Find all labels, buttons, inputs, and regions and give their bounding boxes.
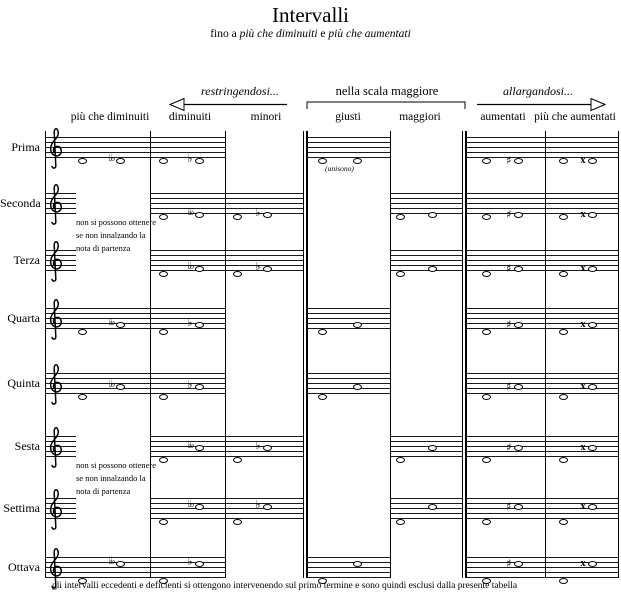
staff-line — [390, 203, 462, 204]
accidental-b-icon: ♭ — [255, 260, 261, 273]
staff-line — [150, 498, 303, 499]
staff-line — [466, 260, 619, 261]
staff-line — [45, 137, 226, 138]
staff-line — [45, 152, 226, 153]
staff-line — [466, 250, 619, 251]
cannot-obtain-annotation-2 — [76, 459, 186, 498]
accidental-x-icon: x — [580, 501, 586, 512]
staff-line — [466, 572, 619, 573]
whole-note — [159, 519, 168, 525]
whole-note — [588, 266, 597, 272]
staff-line — [390, 436, 462, 437]
accidental-#-icon: ♯ — [506, 440, 512, 454]
whole-note — [588, 445, 597, 451]
staff-line — [466, 318, 619, 319]
annotation-line: nota di partenza — [76, 486, 131, 496]
whole-note — [482, 271, 491, 277]
whole-note — [78, 394, 87, 400]
accidental-bb-icon: ♭♭ — [187, 206, 193, 218]
staff-line — [307, 562, 391, 563]
staff-line — [466, 441, 619, 442]
staff-line — [390, 451, 462, 452]
staff-line — [45, 373, 226, 374]
staff-line — [390, 208, 462, 209]
staff-line — [45, 572, 226, 573]
whole-note — [233, 271, 242, 277]
staff-line — [307, 383, 391, 384]
accidental-bb-icon: ♭♭ — [108, 555, 114, 567]
accidental-#-icon: ♯ — [506, 500, 512, 513]
staff-line — [466, 498, 619, 499]
accidental-#-icon: ♯ — [506, 262, 512, 275]
whole-note — [514, 266, 523, 272]
staff-line — [390, 503, 462, 504]
staff-line — [307, 572, 391, 573]
narrowing-arrow — [170, 99, 287, 111]
whole-note — [559, 394, 568, 400]
staff-line — [45, 393, 226, 394]
page-title: Intervalli — [272, 3, 349, 27]
staff-line — [466, 203, 619, 204]
accidental-x-icon: x — [580, 155, 586, 166]
staff-line — [390, 498, 462, 499]
major-scale-label: nella scala maggiore — [335, 84, 439, 98]
whole-note — [195, 504, 204, 510]
staff-line — [390, 508, 462, 509]
staff-line — [466, 255, 619, 256]
staff-line — [466, 137, 619, 138]
accidental-x-icon: x — [580, 318, 586, 330]
widening-arrow — [477, 99, 605, 111]
staff-line — [466, 308, 619, 309]
subtitle-middle: e — [317, 28, 329, 40]
accidental-#-icon: ♯ — [506, 317, 512, 331]
narrowing-label: restringendosi... — [201, 84, 279, 98]
whole-note — [233, 214, 242, 220]
whole-note — [195, 561, 204, 567]
accidental-#-icon: ♯ — [506, 556, 512, 570]
whole-note — [353, 322, 362, 328]
whole-note — [428, 266, 437, 272]
staff-line — [45, 378, 226, 379]
staff-line — [390, 513, 462, 514]
staff-line — [150, 441, 303, 442]
header-arrows-graphic — [0, 0, 621, 120]
region-double-bar-thin-1 — [303, 131, 304, 578]
staff-line — [307, 323, 391, 324]
whole-note — [116, 322, 125, 328]
accidental-bb-icon: ♭♭ — [187, 439, 193, 451]
whole-note — [116, 384, 125, 390]
whole-note — [514, 322, 523, 328]
whole-note — [396, 271, 405, 277]
staff-line — [307, 388, 391, 389]
staff-line — [466, 198, 619, 199]
whole-note — [588, 504, 597, 510]
whole-note — [482, 457, 491, 463]
accidental-#-icon: ♯ — [506, 154, 512, 167]
staff-line — [150, 456, 303, 457]
row-label-terza: Terza — [13, 253, 40, 267]
whole-note — [559, 271, 568, 277]
annotation-line: non si possono ottenere — [76, 217, 157, 227]
whole-note — [78, 158, 87, 164]
accidental-bb-icon: ♭♭ — [108, 153, 114, 164]
cannot-obtain-annotation-1 — [76, 216, 186, 255]
staff-line — [307, 313, 391, 314]
staff-line — [150, 265, 303, 266]
staff-line — [150, 260, 303, 261]
staff-line — [466, 567, 619, 568]
staff-line — [390, 446, 462, 447]
whole-note — [482, 519, 491, 525]
staff-line — [150, 518, 303, 519]
whole-note — [159, 158, 168, 164]
column-label-6: aumentati — [480, 111, 526, 123]
treble-clef-icon — [47, 424, 63, 468]
accidental-b-icon: ♭ — [187, 315, 193, 329]
whole-note — [428, 212, 437, 218]
whole-note — [116, 561, 125, 567]
whole-note — [353, 561, 362, 567]
row-label-sesta: Sesta — [14, 439, 40, 453]
whole-note — [195, 158, 204, 164]
staff-line — [466, 373, 619, 374]
whole-note — [233, 519, 242, 525]
staff-line — [45, 142, 226, 143]
treble-clef-icon — [47, 361, 63, 405]
whole-note — [159, 329, 168, 335]
treble-clef-icon — [47, 125, 63, 169]
accidental-bb-icon: ♭♭ — [108, 316, 114, 328]
whole-note — [318, 394, 327, 400]
staff-line — [466, 436, 619, 437]
whole-note — [514, 561, 523, 567]
whole-note — [195, 384, 204, 390]
staff-line — [307, 567, 391, 568]
accidental-x-icon: x — [580, 441, 586, 453]
staff-line — [150, 255, 303, 256]
staff-line — [466, 147, 619, 148]
staff-line — [45, 313, 226, 314]
whole-note — [159, 394, 168, 400]
annotation-line: non si possono ottenere — [76, 460, 157, 470]
staff-line — [307, 557, 391, 558]
whole-note — [559, 457, 568, 463]
staff-line — [466, 313, 619, 314]
staff-line — [466, 142, 619, 143]
staff-line — [150, 436, 303, 437]
whole-note — [396, 214, 405, 220]
whole-note — [263, 504, 272, 510]
accidental-x-icon: x — [580, 208, 586, 220]
footer-note: gli intervalli eccedenti e deficienti si ottengono intervenendo sul primo termine e sono quindi esclusi dalla presente tabella — [52, 581, 518, 591]
staff-line — [307, 147, 391, 148]
staff-line — [307, 308, 391, 309]
staff-line — [150, 446, 303, 447]
staff-line — [307, 137, 391, 138]
staff-line — [150, 451, 303, 452]
whole-note — [482, 329, 491, 335]
treble-clef-icon — [47, 238, 63, 282]
accidental-b-icon: ♭ — [255, 438, 261, 452]
staff-line — [45, 557, 226, 558]
whole-note — [514, 158, 523, 164]
whole-note — [559, 578, 568, 584]
staff-line — [390, 260, 462, 261]
whole-note — [263, 266, 272, 272]
grid-vline-6 — [618, 131, 619, 578]
staff-line — [466, 557, 619, 558]
staff-line — [466, 152, 619, 153]
whole-note — [353, 384, 362, 390]
column-label-1: più che diminuiti — [70, 111, 150, 123]
whole-note — [514, 384, 523, 390]
staff-line — [466, 451, 619, 452]
staff-line — [45, 308, 226, 309]
whole-note — [588, 561, 597, 567]
whole-note — [588, 212, 597, 218]
whole-note — [78, 329, 87, 335]
region-double-bar-thin-2 — [462, 131, 463, 578]
staff-line — [150, 198, 303, 199]
whole-note — [588, 322, 597, 328]
staff-line — [45, 328, 226, 329]
whole-note — [195, 445, 204, 451]
staff-line — [307, 373, 391, 374]
whole-note — [482, 214, 491, 220]
accidental-bb-icon: ♭♭ — [187, 499, 193, 510]
accidental-x-icon: x — [580, 381, 586, 392]
staff-line — [466, 378, 619, 379]
row-label-quarta: Quarta — [7, 311, 40, 325]
whole-note — [195, 266, 204, 272]
whole-note — [588, 384, 597, 390]
staff-line — [150, 213, 303, 214]
annotation-line: se non innalzando la — [76, 230, 146, 240]
region-double-bar-thick-1 — [306, 131, 308, 578]
column-label-5: maggiori — [399, 111, 441, 123]
whole-note — [559, 519, 568, 525]
staff-line — [150, 513, 303, 514]
accidental-b-icon: ♭ — [187, 378, 193, 391]
staff-line — [150, 193, 303, 194]
staff-line — [307, 318, 391, 319]
whole-note — [263, 445, 272, 451]
row-label-settima: Settima — [3, 501, 40, 515]
major-scale-bracket — [307, 102, 465, 109]
staff-line — [150, 503, 303, 504]
whole-note — [482, 394, 491, 400]
staff-line — [45, 147, 226, 148]
whole-note — [559, 329, 568, 335]
whole-note — [514, 445, 523, 451]
accidental-b-icon: ♭ — [255, 498, 261, 511]
subtitle-italic-1: più che diminuiti — [239, 28, 318, 40]
whole-note — [588, 158, 597, 164]
whole-note — [116, 158, 125, 164]
staff-line — [150, 508, 303, 509]
column-label-4: giusti — [335, 111, 361, 123]
subtitle-prefix: fino a — [210, 28, 240, 40]
whole-note — [195, 322, 204, 328]
accidental-b-icon: ♭ — [255, 205, 261, 219]
staff-line — [150, 203, 303, 204]
annotation-line: se non innalzando la — [76, 473, 146, 483]
column-label-3: minori — [250, 111, 282, 123]
staff-line — [390, 198, 462, 199]
accidental-b-icon: ♭ — [187, 554, 193, 568]
accidental-bb-icon: ♭♭ — [187, 261, 193, 272]
staff-line — [390, 255, 462, 256]
whole-note — [482, 158, 491, 164]
whole-note — [428, 445, 437, 451]
accidental-x-icon: x — [580, 263, 586, 274]
accidental-bb-icon: ♭♭ — [108, 379, 114, 390]
whole-note — [318, 329, 327, 335]
accidental-#-icon: ♯ — [506, 207, 512, 221]
whole-note — [233, 457, 242, 463]
whole-note — [159, 271, 168, 277]
annotation-line: nota di partenza — [76, 243, 131, 253]
staff-line — [307, 152, 391, 153]
unisono-caption: (unisono) — [325, 164, 354, 173]
whole-note — [514, 504, 523, 510]
accidental-x-icon: x — [580, 557, 586, 569]
treble-clef-icon — [47, 486, 63, 530]
treble-clef-icon — [47, 181, 63, 225]
whole-note — [559, 158, 568, 164]
subtitle-italic-2: più che aumentati — [328, 28, 411, 40]
staff-line — [45, 577, 226, 578]
staff-line — [466, 513, 619, 514]
column-label-7: più che aumentati — [534, 111, 616, 123]
whole-note — [428, 504, 437, 510]
whole-note — [195, 212, 204, 218]
widening-label: allargandosi... — [503, 84, 573, 98]
row-label-seconda: Seconda — [0, 196, 41, 210]
row-label-prima: Prima — [11, 140, 40, 154]
staff-line — [150, 208, 303, 209]
row-label-ottava: Ottava — [8, 560, 40, 574]
column-label-2: diminuiti — [168, 111, 212, 123]
staff-line — [307, 378, 391, 379]
whole-note — [559, 214, 568, 220]
staff-line — [45, 567, 226, 568]
whole-note — [396, 519, 405, 525]
staff-line — [466, 208, 619, 209]
staff-line — [390, 250, 462, 251]
staff-line — [390, 193, 462, 194]
treble-clef-icon — [47, 296, 63, 340]
staff-line — [390, 441, 462, 442]
accidental-b-icon: ♭ — [187, 152, 193, 165]
whole-note — [514, 212, 523, 218]
staff-line — [390, 265, 462, 266]
row-label-quinta: Quinta — [7, 376, 40, 390]
staff-line — [150, 270, 303, 271]
staff-line — [466, 193, 619, 194]
whole-note — [396, 457, 405, 463]
staff-line — [45, 318, 226, 319]
whole-note — [263, 212, 272, 218]
accidental-#-icon: ♯ — [506, 380, 512, 393]
staff-line — [307, 142, 391, 143]
